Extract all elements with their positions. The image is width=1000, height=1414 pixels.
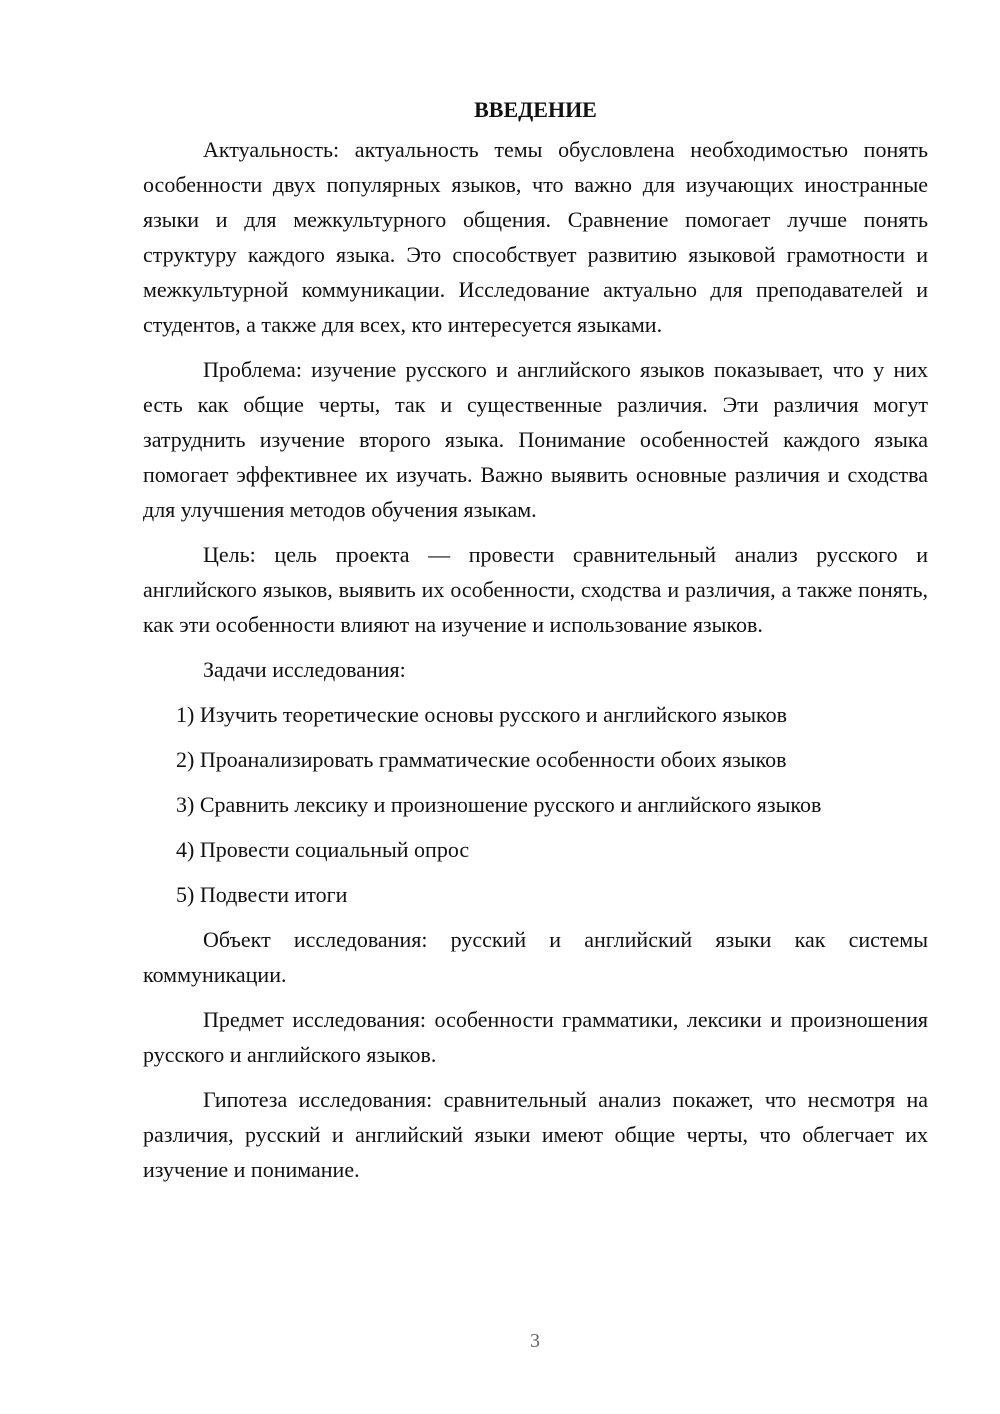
- page-content: [143, 92, 928, 1197]
- list-item: 4) Провести социальный опрос: [176, 837, 470, 862]
- list-item: 5) Подвести итоги: [176, 882, 348, 907]
- paragraph-hypothesis: Гипотеза исследования: сравнительный анализ покажет, что несмотря на различия, русский и английский языки имеют общие черты, что облегчает их изучение и понимание.: [143, 1087, 928, 1182]
- paragraph-goal: Цель: цель проекта — провести сравнительный анализ русского и английского языков, выявить их особенности, сходства и различия, а также понять, как эти особенности влияют на изучение и использование языков.: [143, 542, 928, 637]
- paragraph-subject: Предмет исследования: особенности грамматики, лексики и произношения русского и английского языков.: [143, 1007, 928, 1067]
- paragraph-problem: Проблема: изучение русского и английского языков показывает, что у них есть как общие черты, так и существенные различия. Эти различия могут затруднить изучение второго языка. Понимание особенностей каждого языка помогает эффективнее их изучать. Важно выявить основные различия и сходства для улучшения методов обучения языкам.: [143, 357, 928, 522]
- paragraph-object: Объект исследования: русский и английский языки как системы коммуникации.: [143, 927, 928, 987]
- tasks-heading: Задачи исследования:: [203, 657, 406, 682]
- paragraph-relevance: Актуальность: актуальность темы обусловлена необходимостью понять особенности двух популярных языков, что важно для изучающих иностранные языки и для межкультурного общения. Сравнение помогает лучше понять структуру каждого языка. Это способствует развитию языковой грамотности и межкультурной коммуникации. Исследование актуально для преподавателей и студентов, а также для всех, кто интересуется языками.: [143, 137, 928, 337]
- list-item: 3) Сравнить лексику и произношение русского и английского языков: [176, 792, 822, 817]
- section-heading: ВВЕДЕНИЕ: [474, 97, 597, 122]
- list-item: 1) Изучить теоретические основы русского и английского языков: [176, 702, 787, 727]
- tasks-list: [143, 697, 928, 912]
- page-number: 3: [530, 1330, 540, 1352]
- list-item: 2) Проанализировать грамматические особенности обоих языков: [176, 747, 787, 772]
